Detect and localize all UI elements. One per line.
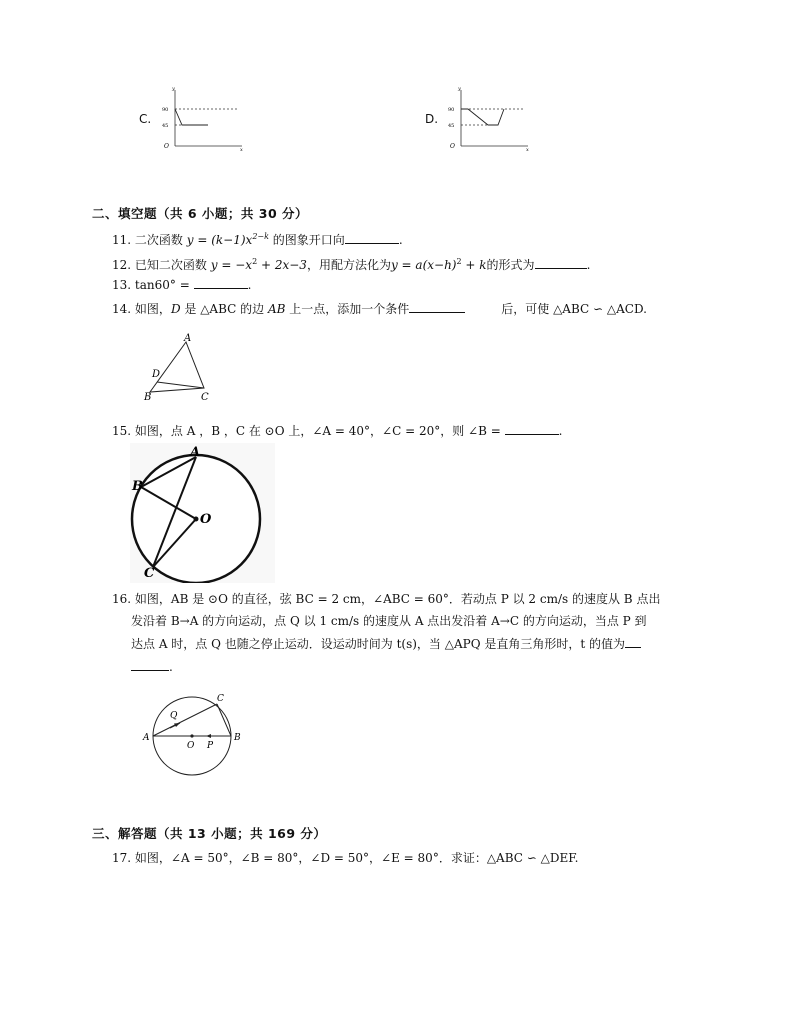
q16-line3: 达点 A 时，点 Q 也随之停止运动．设运动时间为 t(s)，当 △APQ 是直角三角形时，t 的值为 (131, 637, 625, 651)
q12-expr2b: + k (461, 258, 487, 272)
q15-text: 如图，点 A ，B ，C 在 ⊙O 上，∠A = 40°，∠C = 20°，则 ∠B = (134, 424, 501, 438)
q17-text: 如图，∠A = 50°，∠B = 80°，∠D = 50°，∠E = 80°．求证：△ABC ∽ △DEF. (134, 851, 579, 865)
question-16-line-1 (112, 591, 660, 607)
q15-circle-figure (130, 443, 275, 583)
q14-mid2: 上一点，添加一个条件 (285, 302, 410, 316)
question-12: 12. 已知二次函数 $y = -x^2 + 2x-3$，用配方法化为$y = a(x-h)^2 + k$的形式为 . (112, 257, 591, 272)
question-17 (112, 850, 579, 866)
q15-end: . (558, 424, 563, 438)
q11-expr: y = (k−1)x (186, 233, 253, 247)
option-c-label: C. (139, 112, 152, 126)
q12-answer-blank[interactable] (535, 257, 587, 269)
question-16-line-4 (131, 659, 173, 675)
q12-number: 12. (112, 258, 132, 272)
tick-45: 45 (162, 123, 169, 129)
q16-label-p: P (207, 741, 214, 751)
section-2-heading: 二、填空题（共 6 小题；共 30 分） (92, 206, 309, 221)
q14-pre: 如图， (134, 302, 171, 316)
q16-label-c: C (217, 694, 224, 704)
q16-label-o: O (187, 741, 195, 751)
q14-label-c: C (201, 392, 209, 403)
q15-answer-blank[interactable] (505, 423, 559, 435)
section-3-heading: 三、解答题（共 13 小题；共 169 分） (92, 826, 327, 841)
q12-pre: 已知二次函数 (134, 258, 207, 272)
x-axis-label: x (526, 147, 529, 153)
option-d-label: D. (425, 112, 439, 126)
q14-label-d: D (152, 369, 161, 380)
q15-label-a: A (190, 445, 201, 460)
q15-number: 15. (112, 424, 132, 438)
q12-post: 的形式为 (486, 258, 535, 272)
q15-label-c: C (144, 566, 155, 581)
q13-number: 13. (112, 278, 132, 292)
q16-line1: 如图，AB 是 ⊙O 的直径，弦 BC = 2 cm，∠ABC = 60°．若动点 P 以 2 cm/s 的速度从 B 点出 (134, 592, 661, 606)
q11-pre: 二次函数 (134, 233, 183, 247)
q12-expr1: y = −x (210, 258, 253, 272)
q15-label-b: B (132, 479, 143, 494)
y-axis-label: y (172, 86, 175, 92)
q12-expr2: y = a(x−h) (390, 258, 457, 272)
q16-circle-figure (140, 688, 252, 780)
q16-label-a: A (143, 733, 150, 743)
q12-expr1b: + 2x−3 (257, 258, 307, 272)
q14-ab: AB (267, 302, 286, 316)
q11-exponent: 2−k (252, 232, 269, 241)
question-14 (112, 301, 647, 317)
q16-label-b: B (234, 733, 241, 743)
q14-label-a: A (184, 333, 192, 344)
origin-label: O (450, 143, 455, 150)
q16-end: . (169, 660, 173, 674)
q15-label-o: O (200, 512, 212, 527)
q13-end: . (247, 278, 252, 292)
q12-exp1: 2 (252, 257, 258, 266)
q14-triangle-figure (138, 332, 218, 404)
question-15 (112, 423, 562, 439)
origin-label: O (164, 143, 169, 150)
q11-answer-blank[interactable] (345, 232, 399, 244)
q14-d: D (170, 302, 181, 316)
q14-post: 后，可使 △ABC ∽ △ACD. (501, 302, 647, 316)
question-11: 11. 二次函数 $y = (k-1)x^{2-k}$ 的图象开口向 . (112, 232, 403, 247)
q13-answer-blank[interactable] (194, 277, 248, 289)
q16-answer-blank-part1[interactable] (625, 636, 641, 648)
question-16-line-2 (131, 613, 647, 629)
q14-mid1: 是 △ABC 的边 (180, 302, 268, 316)
x-axis-label: x (240, 147, 243, 153)
q13-text: tan60° = (134, 278, 190, 292)
tick-45: 45 (448, 123, 455, 129)
q11-post: 的图象开口向 (272, 233, 345, 247)
q14-number: 14. (112, 302, 132, 316)
q16-answer-blank-part2[interactable] (131, 659, 169, 671)
tick-90: 90 (448, 107, 455, 113)
tick-90: 90 (162, 107, 169, 113)
y-axis-label: y (458, 86, 461, 92)
option-d-graph (446, 84, 536, 154)
q16-label-q: Q (170, 711, 178, 721)
q12-exp2: 2 (456, 257, 462, 266)
q11-number: 11. (112, 233, 132, 247)
question-16-line-3 (131, 636, 641, 652)
q14-answer-blank[interactable] (409, 301, 465, 313)
option-c-graph (160, 84, 250, 154)
q16-line2: 发沿着 B→A 的方向运动，点 Q 以 1 cm/s 的速度从 A 点出发沿着 A→C 的方向运动，当点 P 到 (131, 614, 647, 628)
question-13 (112, 277, 251, 293)
q17-number: 17. (112, 851, 132, 865)
q16-number: 16. (112, 592, 132, 606)
q12-mid: ，用配方法化为 (306, 258, 391, 272)
q14-label-b: B (144, 392, 152, 403)
